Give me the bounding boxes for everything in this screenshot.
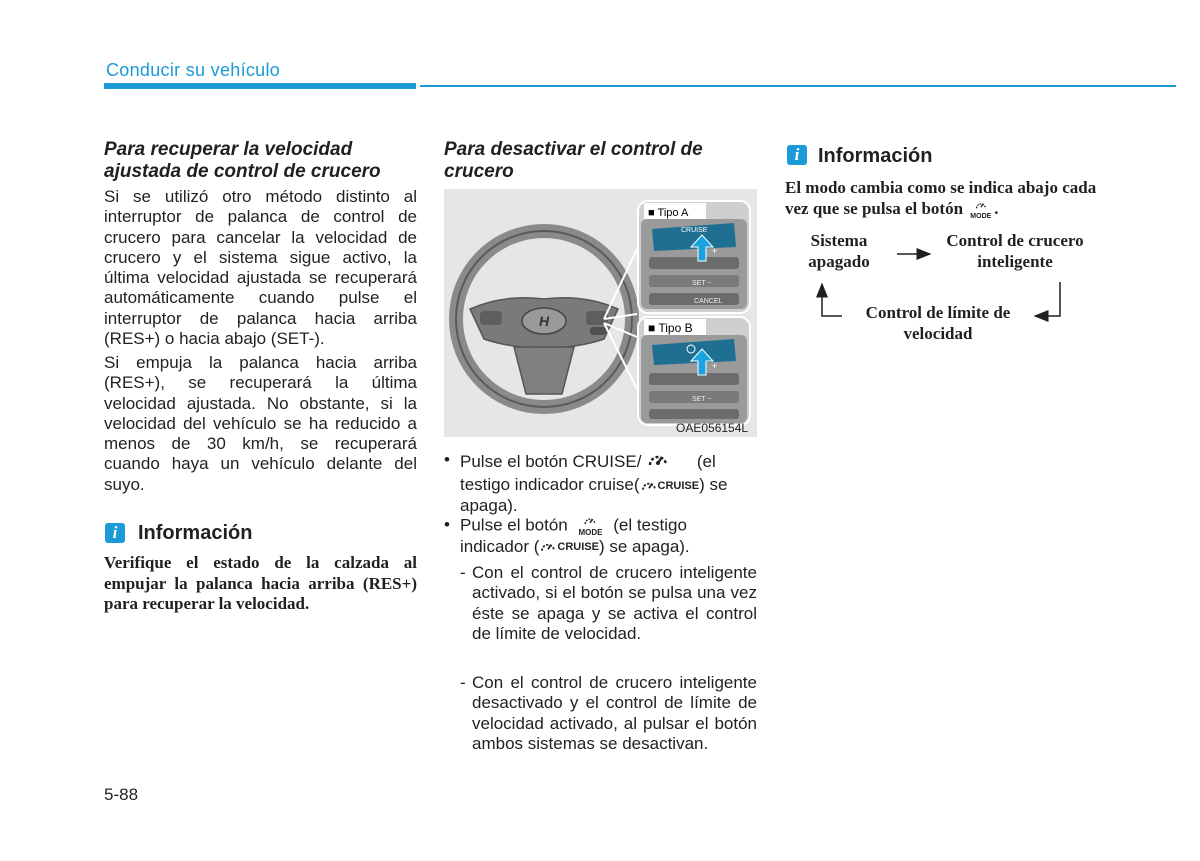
mode-icon [578,515,602,537]
tipo-a-label: ■ Tipo A [648,207,689,219]
col3-info-title: Información [818,145,933,167]
cancel-label: CANCEL [694,298,723,305]
page-number: 5-88 [104,785,139,804]
sub-item-1-text: Con el control de crucero inteligente activado, si el botón se pulsa una vez éste se apaga y se activa el control de límite de velocidad. [472,563,757,643]
speedometer-icon [646,450,670,475]
col3-intro-end: . [994,199,999,218]
info-icon: i [105,523,125,543]
col1-heading: Para recuperar la velocidad ajustada de control de crucero [104,139,381,182]
sub-dash: - [460,563,466,582]
steering-wheel-figure [444,189,757,437]
cruise-indicator-icon [640,476,700,496]
steering-wheel-illustration [444,189,757,437]
bullet-dot: • [444,515,450,534]
bullet2-text-a: Pulse el botón [460,515,568,535]
col1-info-title: Información [138,522,253,544]
sub-item-2 [460,673,757,754]
col1-paragraph-1: Si se utilizó otro método distinto al interruptor de palanca de control de crucero para cancelar la velocidad de crucero y el sistema sigue activo, la última velocidad ajustada se recuperará automáticamente cuando pulse el interruptor de palanca hacia arriba (RES+) o hacia abajo (SET-). [104,187,417,349]
sub-item-1 [460,563,757,644]
plus-label-b: + [712,361,718,371]
cruise-button-label: CRUISE [681,227,708,234]
figure-code: OAE056154L [676,421,749,435]
arrow-return [1035,282,1060,316]
cruise-indicator-word: CRUISE [657,479,700,492]
node-smart-cruise: Control de crucero inteligente [946,231,1084,271]
bullet1-text-c: ) se apaga). [460,475,728,515]
col1-paragraph-2: Si empuja la palanca hacia arriba (RES+), se recuperará la última velocidad ajustada. No obstante, si la velocidad del vehículo se ha reducido a menos de 30 km/h, se recuperará cuando haya un vehículo delante del suyo. [104,353,417,494]
col3-intro [785,177,1105,220]
arrow-up [822,284,842,316]
header-rule-thick [104,83,416,89]
mode-cycle-arrows [780,230,1100,340]
set-label-b: SET − [692,396,712,403]
cruise-indicator-icon [539,537,599,557]
col1-info-text: Verifique el estado de la calzada al empujar la palanca hacia arriba (RES+) para recuperar la velocidad. [104,553,417,613]
header-rule-thin [420,85,1176,87]
bullet2-text-c: ) se apaga). [598,537,690,556]
bullet-dot: • [444,450,450,469]
cruise-indicator-word: CRUISE [557,541,599,554]
col2-heading: Para desactivar el control de crucero [444,139,703,182]
section-header: Conducir su vehículo [106,60,281,80]
bullet1-text-b: (el testigo indicador cruise( [460,452,716,495]
bullet1-text-a: Pulse el botón CRUISE/ [460,452,642,472]
bullet2-text-b: (el testigo indicador ( [460,515,687,556]
sub-item-2-text: Con el control de crucero inteligente desactivado y el control de límite de velocidad activado, al pulsar el botón ambos sistemas se desactivan. [472,673,757,753]
col3-intro-text: El modo cambia como se indica abajo cada vez que se pulsa el botón [785,178,1097,218]
set-label-a: SET − [692,280,712,287]
node-speed-limit: Control de límite de velocidad [865,303,1011,343]
sub-dash: - [460,673,466,692]
mode-icon [970,200,991,220]
svg-text:H: H [538,313,550,329]
bullet-item-1 [444,450,757,515]
mode-word: MODE [970,213,992,221]
tipo-b-label: ■ Tipo B [648,321,693,335]
bullet-item-2 [444,515,757,560]
mode-word: MODE [578,528,603,537]
plus-label-a: + [712,246,718,256]
node-system-off: Sistema apagado [808,231,870,271]
info-icon: i [787,145,807,165]
